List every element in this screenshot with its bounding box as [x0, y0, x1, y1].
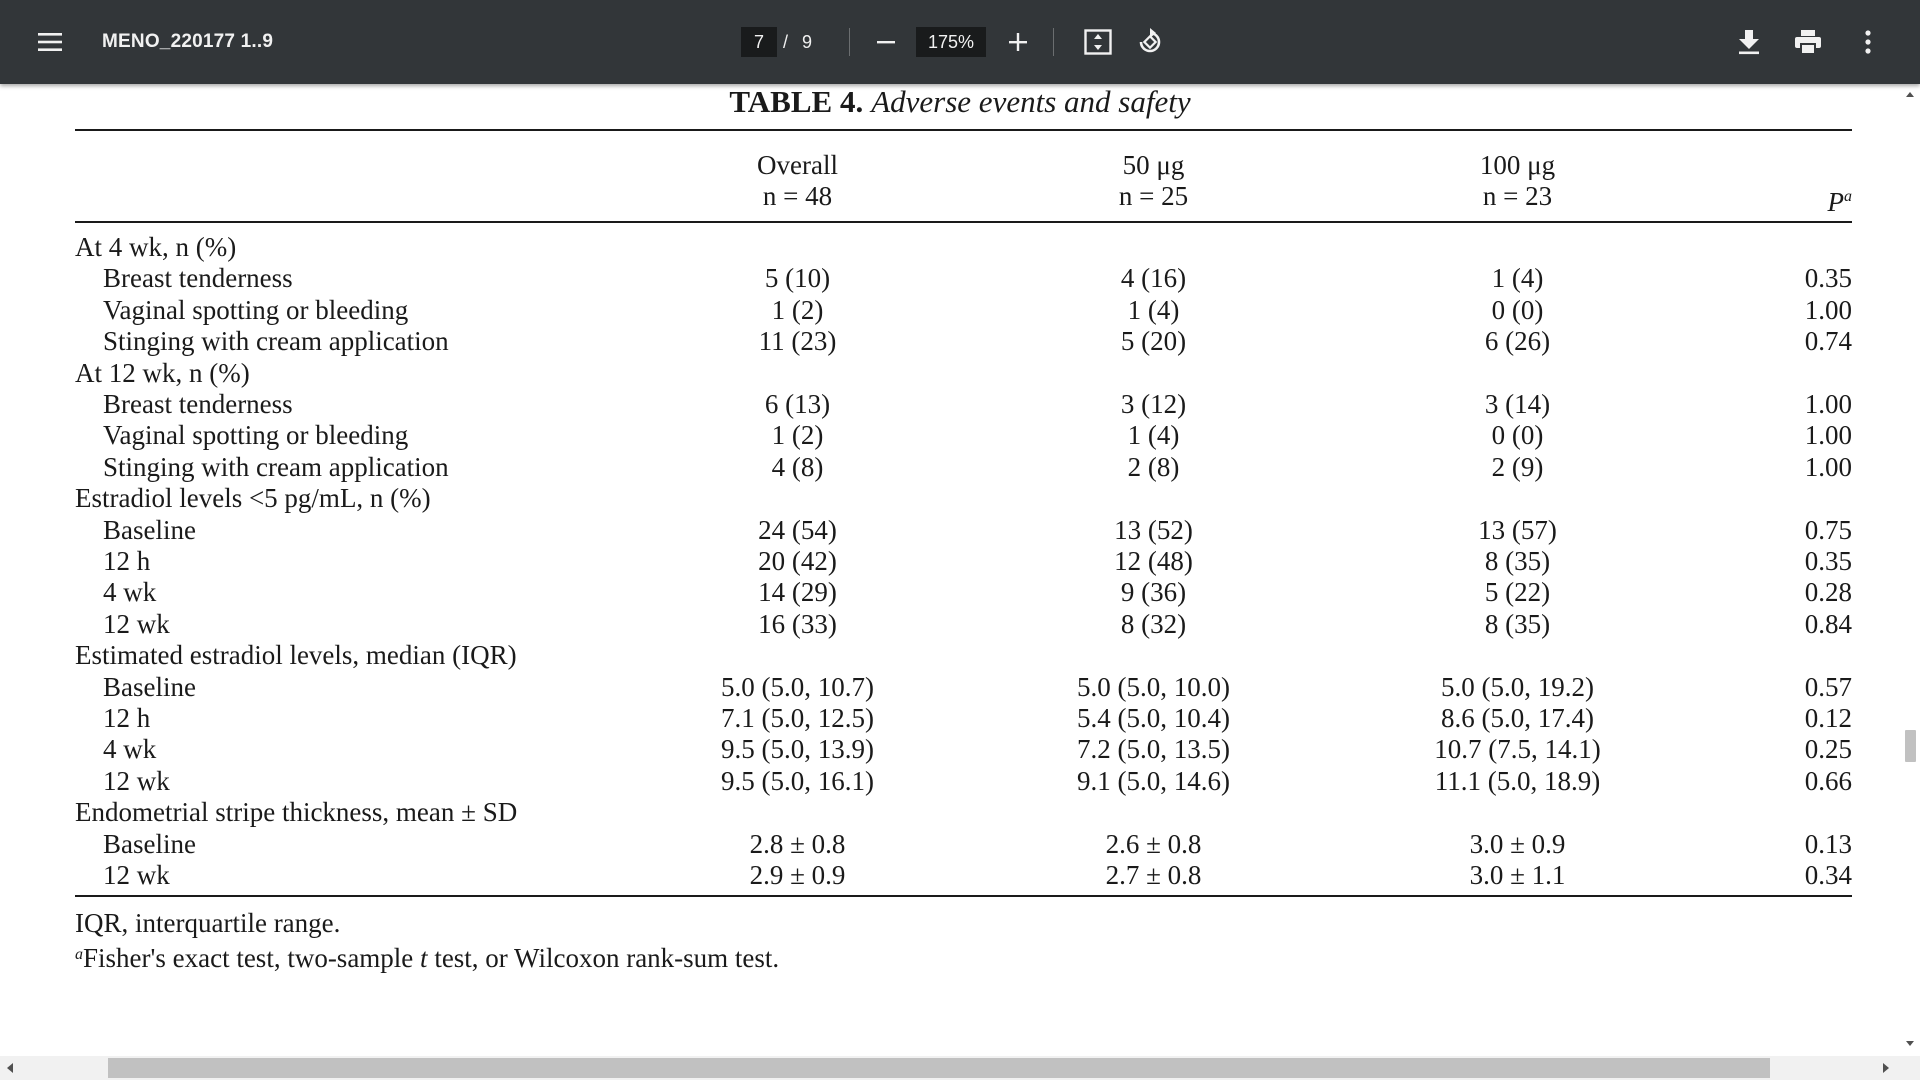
table-row-label: 4 wk [103, 734, 157, 765]
footnote-iqr: IQR, interquartile range. [75, 908, 341, 938]
cell-overall: 7.1 (5.0, 12.5) [721, 703, 874, 733]
cell-50ug: 2.6 ± 0.8 [1105, 828, 1202, 859]
cell-100ug: 2 (9) [1491, 451, 1544, 482]
cell-overall: 2.8 ± 0.8 [749, 828, 846, 859]
rotate-button[interactable] [1130, 22, 1170, 62]
cell-p-value: 0.28 [1804, 577, 1852, 608]
table-bottom-rule [75, 895, 1852, 897]
menu-icon [37, 32, 63, 52]
cell-50ug: 13 (52) [1114, 514, 1193, 545]
cell-50ug: 3 (12) [1120, 389, 1187, 419]
header-p-value: $P^a$ [1827, 187, 1852, 217]
scroll-left-arrow-icon[interactable] [7, 1063, 13, 1073]
table-row-label: Breast tenderness [103, 263, 293, 294]
cell-overall: 11 (23) [758, 326, 837, 357]
header-50ug: 50 μg n = 25 [1118, 150, 1189, 211]
cell-p-value: 0.34 [1804, 860, 1852, 890]
cell-100ug: 6 (26) [1484, 326, 1551, 357]
cell-50ug: 2 (8) [1127, 451, 1180, 482]
print-icon [1794, 29, 1822, 55]
cell-50ug: 5 (20) [1120, 326, 1187, 357]
cell-100ug: 11.1 (5.0, 18.9) [1434, 765, 1601, 796]
cell-p-value: 0.35 [1804, 263, 1852, 294]
page-separator: / [783, 32, 789, 52]
zoom-level-input[interactable]: 175% [916, 27, 986, 57]
footnote-a: $^a$Fisher's exact test, two-sample t test, or Wilcoxon rank-sum test. [75, 943, 780, 973]
table-caption [0, 85, 1900, 119]
cell-100ug: 13 (57) [1478, 514, 1557, 545]
rotate-icon [1135, 27, 1165, 57]
cell-100ug: 1 (4) [1491, 263, 1544, 294]
vertical-scroll-thumb[interactable] [1905, 730, 1916, 762]
cell-50ug: 8 (32) [1120, 608, 1187, 639]
cell-50ug: 9 (36) [1120, 577, 1187, 608]
cell-overall: 14 (29) [758, 577, 837, 608]
fit-to-page-button[interactable] [1078, 22, 1118, 62]
table-row-label: Vaginal spotting or bleeding [103, 420, 409, 451]
table-row-label: Stinging with cream application [103, 326, 449, 357]
table-row-label: 12 wk [103, 765, 170, 796]
cell-100ug: 5.0 (5.0, 19.2) [1441, 671, 1594, 702]
pdf-toolbar [0, 0, 1920, 84]
cell-p-value: 0.75 [1804, 514, 1852, 545]
cell-p-value: 0.12 [1804, 703, 1852, 733]
cell-100ug: 8.6 (5.0, 17.4) [1441, 703, 1594, 733]
header-overall: Overall n = 48 [757, 150, 838, 211]
page-total: 9 [802, 32, 813, 52]
cell-50ug: 5.4 (5.0, 10.4) [1077, 703, 1230, 733]
cell-overall: 24 (54) [758, 514, 837, 545]
zoom-in-button[interactable] [998, 22, 1038, 62]
zoom-out-button[interactable] [866, 22, 906, 62]
table-row-label: Baseline [103, 828, 196, 859]
table-row-label: 12 h [103, 703, 151, 733]
plus-icon [1008, 32, 1028, 52]
toolbar-divider [1053, 28, 1054, 56]
table-section-label: Estimated estradiol levels, median (IQR) [75, 640, 517, 671]
cell-p-value: 0.74 [1804, 326, 1852, 357]
document-title: MENO_220177 1..9 [102, 31, 274, 52]
cell-overall: 1 (2) [771, 420, 824, 451]
cell-50ug: 1 (4) [1127, 420, 1180, 451]
cell-50ug: 1 (4) [1127, 294, 1180, 325]
cell-p-value: 0.25 [1804, 734, 1852, 765]
table-row-label: 12 h [103, 546, 151, 576]
cell-overall: 6 (13) [764, 389, 831, 419]
more-options-button[interactable] [1848, 22, 1888, 62]
cell-50ug: 4 (16) [1120, 263, 1187, 294]
table-section-label: At 12 wk, n (%) [75, 357, 250, 388]
cell-p-value: 1.00 [1804, 451, 1852, 482]
download-icon [1738, 29, 1760, 55]
cell-100ug: 3.0 ± 1.1 [1469, 860, 1566, 890]
cell-overall: 9.5 (5.0, 13.9) [721, 734, 874, 765]
fit-to-page-icon [1084, 29, 1112, 55]
table-header-rule [75, 221, 1852, 223]
table-row-label: Baseline [103, 671, 196, 702]
table-row-label: 12 wk [103, 608, 170, 639]
table-section-label: At 4 wk, n (%) [75, 232, 237, 262]
cell-p-value: 1.00 [1804, 389, 1852, 419]
table-row-label: Baseline [103, 514, 196, 545]
table-title: Adverse events and safety [871, 84, 1191, 119]
cell-50ug: 9.1 (5.0, 14.6) [1077, 765, 1230, 796]
table-row-label: Breast tenderness [103, 389, 293, 419]
cell-overall: 9.5 (5.0, 16.1) [721, 765, 874, 796]
table-top-rule [75, 129, 1852, 131]
minus-icon [876, 32, 896, 52]
toolbar-divider [849, 28, 850, 56]
download-button[interactable] [1729, 22, 1769, 62]
cell-100ug: 0 (0) [1491, 420, 1544, 451]
cell-p-value: 0.66 [1804, 765, 1852, 796]
cell-50ug: 7.2 (5.0, 13.5) [1077, 734, 1230, 765]
print-button[interactable] [1788, 22, 1828, 62]
cell-overall: 4 (8) [771, 451, 824, 482]
cell-overall: 5.0 (5.0, 10.7) [721, 671, 874, 702]
cell-100ug: 5 (22) [1484, 577, 1551, 608]
cell-100ug: 3 (14) [1484, 389, 1551, 419]
pdf-page-viewport[interactable] [0, 84, 1900, 1056]
scroll-up-arrow-icon[interactable] [1906, 92, 1914, 97]
table-section-label: Estradiol levels <5 pg/mL, n (%) [75, 483, 431, 514]
horizontal-scroll-thumb[interactable] [108, 1058, 1770, 1078]
cell-50ug: 5.0 (5.0, 10.0) [1077, 671, 1230, 702]
cell-50ug: 2.7 ± 0.8 [1105, 860, 1202, 890]
header-100ug: 100 μg n = 23 [1479, 150, 1556, 211]
vertical-scrollbar[interactable] [1900, 84, 1920, 1056]
cell-p-value: 1.00 [1804, 420, 1852, 451]
cell-100ug: 8 (35) [1484, 546, 1551, 576]
table-row-label: 12 wk [103, 860, 170, 890]
page-number-input[interactable]: 7 [741, 27, 777, 57]
cell-p-value: 0.84 [1804, 608, 1852, 639]
table-row-label: Stinging with cream application [103, 451, 449, 482]
scroll-right-arrow-icon[interactable] [1883, 1063, 1889, 1073]
cell-p-value: 0.13 [1804, 828, 1852, 859]
cell-p-value: 0.35 [1804, 546, 1852, 576]
cell-50ug: 12 (48) [1114, 546, 1193, 576]
cell-overall: 20 (42) [758, 546, 837, 576]
cell-100ug: 0 (0) [1491, 294, 1544, 325]
table-section-label: Endometrial stripe thickness, mean ± SD [75, 797, 518, 828]
cell-overall: 16 (33) [758, 608, 837, 639]
cell-100ug: 8 (35) [1484, 608, 1551, 639]
cell-overall: 5 (10) [764, 263, 831, 294]
cell-p-value: 1.00 [1804, 294, 1852, 325]
cell-p-value: 0.57 [1804, 671, 1852, 702]
cell-100ug: 10.7 (7.5, 14.1) [1434, 734, 1601, 765]
scroll-down-arrow-icon[interactable] [1906, 1041, 1914, 1046]
more-vert-icon [1864, 30, 1872, 54]
table-row-label: 4 wk [103, 577, 157, 608]
cell-overall: 2.9 ± 0.9 [749, 860, 846, 890]
table-row-label: Vaginal spotting or bleeding [103, 294, 409, 325]
menu-button[interactable] [30, 22, 70, 62]
cell-100ug: 3.0 ± 0.9 [1469, 828, 1566, 859]
table-number: TABLE 4. [729, 84, 864, 119]
cell-overall: 1 (2) [771, 294, 824, 325]
